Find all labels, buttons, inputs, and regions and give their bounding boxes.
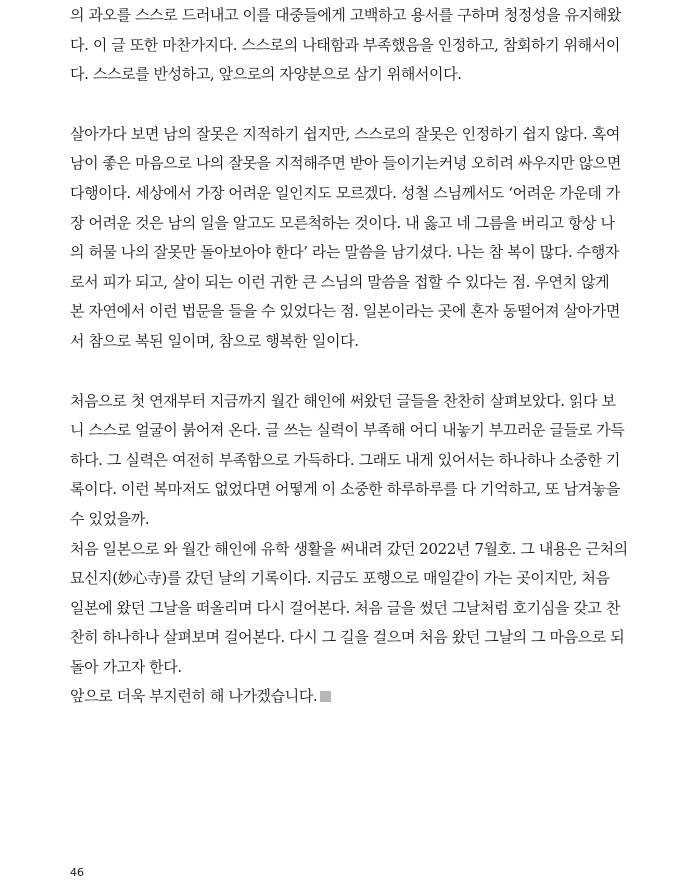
text-line: 처음 일본으로 와 월간 해인에 유학 생활을 써내려 갔던 2022년 7월호. 그 내용은 근처의 [70, 539, 628, 558]
page-number: 46 [70, 866, 84, 879]
article-body [70, 0, 632, 712]
text-line: 처음으로 첫 연재부터 지금까지 월간 해인에 써왔던 글들을 찬찬히 살펴보았다. 읽다 보 [70, 391, 616, 410]
paragraph [70, 120, 632, 357]
paragraph-gap [70, 90, 632, 120]
end-mark-icon [320, 691, 331, 702]
paragraph [70, 1, 632, 90]
text-line [70, 682, 632, 712]
paragraph [70, 535, 632, 683]
paragraph [70, 682, 632, 712]
text-line: 장 어려운 것은 남의 일을 알고도 모른척하는 것이다. 내 옳고 네 그름을 버리고 항상 나 [70, 213, 615, 232]
text-line: 니 스스로 얼굴이 붉어져 온다. 글 쓰는 실력이 부족해 어디 내놓기 부끄러운 글들로 가득 [70, 421, 625, 440]
text-line: 다. 스스로를 반성하고, 앞으로의 자양분으로 삼기 위해서이다. [70, 65, 462, 84]
paragraph [70, 387, 632, 535]
paragraph-gap [70, 357, 632, 387]
text-line: 찬히 하나하나 살펴보며 걸어본다. 다시 그 길을 걸으며 처음 왔던 그날의 그 마음으로 되 [70, 628, 625, 647]
text-line: 서 참으로 복된 일이며, 참으로 행복한 일이다. [70, 331, 359, 350]
text-line: 로서 피가 되고, 살이 되는 이런 귀한 큰 스님의 말씀을 접할 수 있다는 점. 우연치 않게 [70, 272, 610, 291]
text-line: 의 과오를 스스로 드러내고 이를 대중들에게 고백하고 용서를 구하며 청정성을 유지해왔 [70, 6, 621, 24]
closing-sentence: 앞으로 더욱 부지런히 해 나가겠습니다. [70, 687, 318, 706]
text-line: 다행이다. 세상에서 가장 어려운 일인지도 모르겠다. 성철 스님께서도 ‘어려운 가운데 가 [70, 183, 620, 202]
text-line: 살아가다 보면 남의 잘못은 지적하기 쉽지만, 스스로의 잘못은 인정하기 쉽지 않다. 혹여 [70, 124, 620, 143]
text-line: 묘신지(妙心寺)를 갔던 날의 기록이다. 지금도 포행으로 매일같이 가는 곳이지만, 처음 [70, 569, 610, 588]
text-line: 돌아 가고자 한다. [70, 657, 182, 676]
text-line: 록이다. 이런 복마저도 없었다면 어떻게 이 소중한 하루하루를 다 기억하고, 또 남겨놓을 [70, 480, 620, 499]
text-line: 남이 좋은 마음으로 나의 잘못을 지적해주면 받아 들이기는커녕 오히려 싸우지만 않으면 [70, 154, 621, 173]
text-line: 다. 이 글 또한 마찬가지다. 스스로의 나태함과 부족했음을 인정하고, 참회하기 위해서이 [70, 35, 620, 54]
text-line: 하다. 그 실력은 여전히 부족함으로 가득하다. 그래도 내게 있어서는 하나하나 소중한 기 [70, 450, 620, 469]
text-line: 수 있었을까. [70, 509, 150, 528]
text-line: 일본에 왔던 그날을 떠올리며 다시 걸어본다. 처음 글을 썼던 그날처럼 호기심을 갖고 찬 [70, 598, 620, 617]
text-line: 본 자연에서 이런 법문을 들을 수 있었다는 점. 일본이라는 곳에 혼자 동떨어져 살아가면 [70, 302, 620, 321]
text-line: 의 허물 나의 잘못만 돌아보아야 한다’ 라는 말씀을 남기셨다. 나는 참 복이 많다. 수행자 [70, 243, 619, 262]
